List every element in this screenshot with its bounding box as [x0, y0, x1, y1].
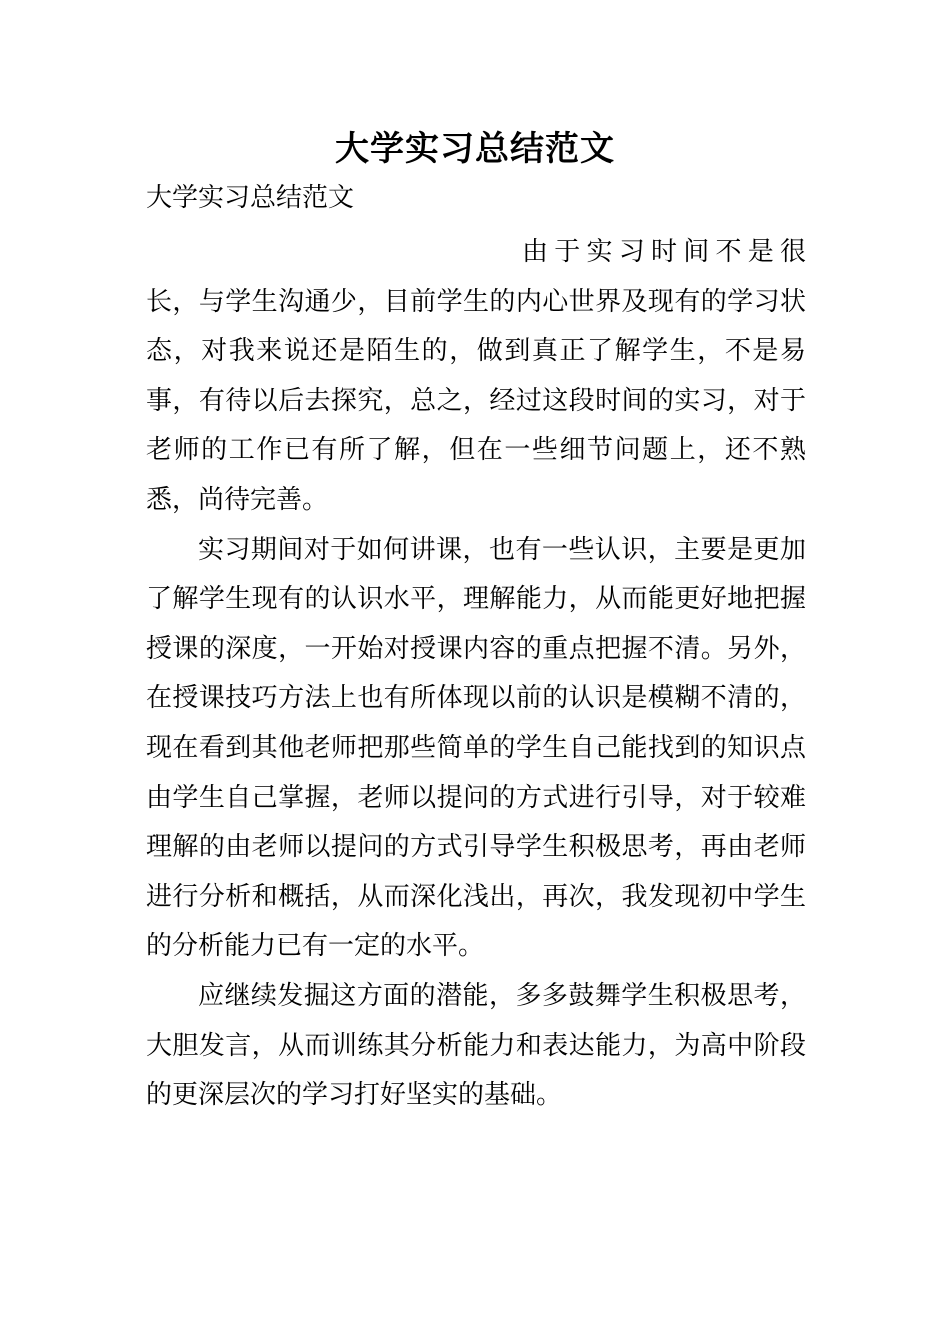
- document-subtitle: 大学实习总结范文: [146, 183, 355, 213]
- paragraph-2: 实习期间对于如何讲课，也有一些认识，主要是更加了解学生现有的认识水平，理解能力，从而能更好地把握授课的深度，一开始对授课内容的重点把握不清。另外，在授课技巧方法上也有所体现以前的认识是模糊不清的，现在看到其他老师把那些简单的学生自己能找到的知识点由学生自己掌握，老师以提问的方式进行引导，对于较难理解的由老师以提问的方式引导学生积极思考，再由老师进行分析和概括，从而深化浅出，再次，我发现初中学生的分析能力已有一定的水平。: [146, 534, 806, 962]
- paragraph-1: 由于实习时间不是很长，与学生沟通少，目前学生的内心世界及现有的学习状态，对我来说还是陌生的，做到真正了解学生，不是易事，有待以后去探究，总之，经过这段时间的实习，对于老师的工作已有所了解，但在一些细节问题上，还不熟悉，尚待完善。: [146, 237, 806, 515]
- document-body: [146, 228, 806, 1121]
- paragraph-3: 应继续发掘这方面的潜能，多多鼓舞学生积极思考，大胆发言，从而训练其分析能力和表达能力，为高中阶段的更深层次的学习打好坚实的基础。: [146, 980, 806, 1111]
- document-title: 大学实习总结范文: [335, 129, 615, 169]
